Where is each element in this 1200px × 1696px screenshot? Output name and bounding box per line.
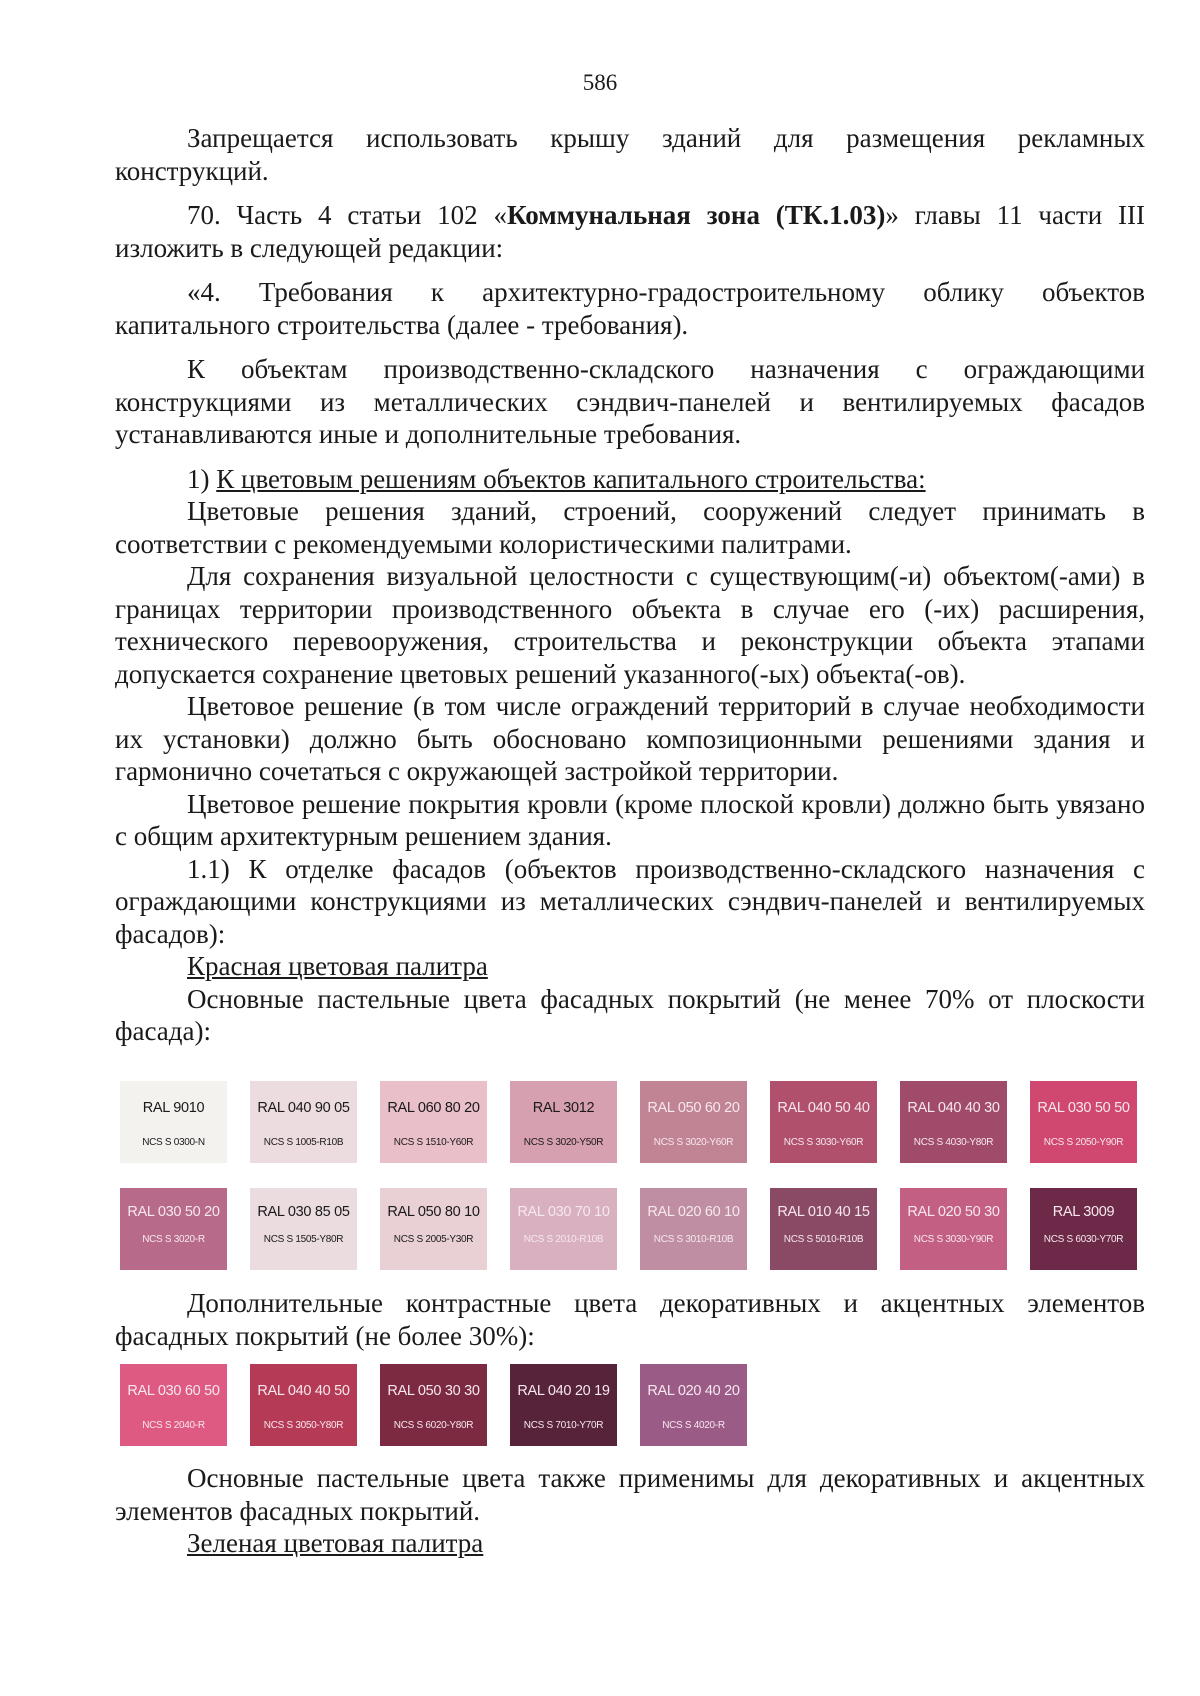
swatch-ncs-code: NCS S 6030-Y70R [1043,1234,1124,1245]
color-swatch [510,1188,617,1270]
swatch-ral-code: RAL 020 40 20 [647,1383,740,1399]
swatch-ral-code: RAL 030 60 50 [127,1383,220,1399]
color-swatch [640,1364,747,1446]
swatch-ral-code: RAL 030 50 20 [127,1204,220,1220]
swatch-ral-code: RAL 3009 [1052,1204,1115,1220]
paragraph: К объектам производственно-складского назначения с ограждающими конструкциями из металлических сэндвич-панелей и вентилируемых фасадов устанавливаются иные и дополнительные требования. [115,354,1145,449]
paragraph: «4. Требования к архитектурно-градостроительному облику объектов капитального строительства (далее - требования). [115,277,1145,340]
swatch-ral-code: RAL 030 85 05 [257,1204,350,1220]
swatch-ncs-code: NCS S 6020-Y80R [393,1420,474,1431]
swatch-ral-code: RAL 060 80 20 [387,1100,480,1116]
color-swatch [640,1188,747,1270]
paragraph: Дополнительные контрастные цвета декоративных и акцентных элементов фасадных покрытий (не более 30%): [115,1288,1145,1351]
swatch-ral-code: RAL 040 90 05 [257,1100,350,1116]
color-swatch [900,1188,1007,1270]
swatch-ral-code: RAL 050 80 10 [387,1204,480,1220]
color-swatch [120,1364,227,1446]
color-swatch [640,1081,747,1163]
palette-heading-red: Красная цветовая палитра [187,951,488,981]
swatch-ncs-code: NCS S 3010-R10B [653,1234,734,1245]
swatch-ral-code: RAL 020 50 30 [907,1204,1000,1220]
color-swatch [250,1364,357,1446]
swatch-ncs-code: NCS S 0300-N [142,1137,205,1148]
swatch-ncs-code: NCS S 3020-Y50R [523,1137,604,1148]
color-swatch [120,1188,227,1270]
swatch-ncs-code: NCS S 2040-R [142,1420,205,1431]
text-block-top [115,122,1145,1048]
swatch-ncs-code: NCS S 5010-R10B [783,1234,864,1245]
swatch-ral-code: RAL 020 60 10 [647,1204,740,1220]
swatch-ncs-code: NCS S 1505-Y80R [263,1234,344,1245]
swatch-ral-code: RAL 050 60 20 [647,1100,740,1116]
swatch-ral-code: RAL 010 40 15 [777,1204,870,1220]
swatch-ral-code: RAL 040 20 19 [517,1383,610,1399]
swatch-ncs-code: NCS S 1510-Y60R [393,1137,474,1148]
swatch-ral-code: RAL 040 40 50 [257,1383,350,1399]
text-block-bottom [115,1462,1145,1560]
swatch-ncs-code: NCS S 7010-Y70R [523,1420,604,1431]
swatch-ncs-code: NCS S 2010-R10B [523,1234,604,1245]
color-swatch [250,1081,357,1163]
paragraph: Для сохранения визуальной целостности с существующим(-и) объектом(-ами) в границах территории производственного объекта в случае его (-их) расширения, технического перевооружения, строительства и реконструкции объекта этапами допускается сохранение цветовых решений указанного(-ых) объекта(-ов). [115,561,1145,689]
color-swatch [900,1081,1007,1163]
page-number: 586 [582,70,618,95]
swatch-ncs-code: NCS S 3030-Y60R [783,1137,864,1148]
swatch-ral-code: RAL 030 50 50 [1037,1100,1130,1116]
swatch-ncs-code: NCS S 3020-Y60R [653,1137,734,1148]
swatch-ral-code: RAL 040 40 30 [907,1100,1000,1116]
paragraph: 1.1) К отделке фасадов (объектов производственно-складского назначения с ограждающими конструкциями из металлических сэндвич-панелей и вентилируемых фасадов): [115,853,1145,949]
swatch-ncs-code: NCS S 2005-Y30R [393,1234,474,1245]
palette-heading-green: Зеленая цветовая палитра [187,1528,484,1558]
swatch-ral-code: RAL 050 30 30 [387,1383,480,1399]
swatch-ral-code: RAL 9010 [142,1100,205,1116]
paragraph-amendment: 70. Часть 4 статьи 102 «Коммунальная зона (ТК.1.03)» главы 11 части III изложить в следующей редакции: [115,200,1146,263]
color-swatch [120,1081,227,1163]
color-swatch [770,1081,877,1163]
swatch-ncs-code: NCS S 1005-R10B [263,1137,344,1148]
swatch-ral-code: RAL 3012 [532,1100,595,1116]
paragraph: Запрещается использовать крышу зданий для размещения рекламных конструкций. [115,123,1145,186]
color-swatch [510,1364,617,1446]
paragraph: Цветовое решение покрытия кровли (кроме плоской кровли) должно быть увязано с общим архитектурным решением здания. [115,788,1145,851]
swatch-ncs-code: NCS S 4020-R [662,1420,725,1431]
swatch-ral-code: RAL 040 50 40 [777,1100,870,1116]
swatch-ncs-code: NCS S 3030-Y90R [913,1234,994,1245]
color-swatch [380,1188,487,1270]
section-heading: 1) К цветовым решениям объектов капитального строительства: [187,463,926,494]
paragraph: Основные пастельные цвета фасадных покрытий (не менее 70% от плоскости фасада): [115,983,1145,1046]
color-swatch [1030,1081,1137,1163]
swatch-ncs-code: NCS S 2050-Y90R [1043,1137,1124,1148]
swatch-ncs-code: NCS S 3020-R [142,1234,205,1245]
color-swatch [250,1188,357,1270]
color-swatch [510,1081,617,1163]
color-swatch [1030,1188,1137,1270]
text-block-accent [115,1287,1145,1352]
color-swatch [380,1081,487,1163]
swatch-ral-code: RAL 030 70 10 [517,1204,610,1220]
swatch-ncs-code: NCS S 4030-Y80R [913,1137,994,1148]
color-swatch [380,1364,487,1446]
color-swatch [770,1188,877,1270]
paragraph: Цветовые решения зданий, строений, сооружений следует принимать в соответствии с рекомендуемыми колористическими палитрами. [115,496,1145,559]
paragraph: Основные пастельные цвета также применимы для декоративных и акцентных элементов фасадных покрытий. [115,1463,1145,1526]
paragraph: Цветовое решение (в том числе ограждений территорий в случае необходимости их установки) должно быть обосновано композиционными решениями здания и гармонично сочетаться с окружающей застройкой территории. [115,691,1145,786]
swatch-ncs-code: NCS S 3050-Y80R [263,1420,344,1431]
